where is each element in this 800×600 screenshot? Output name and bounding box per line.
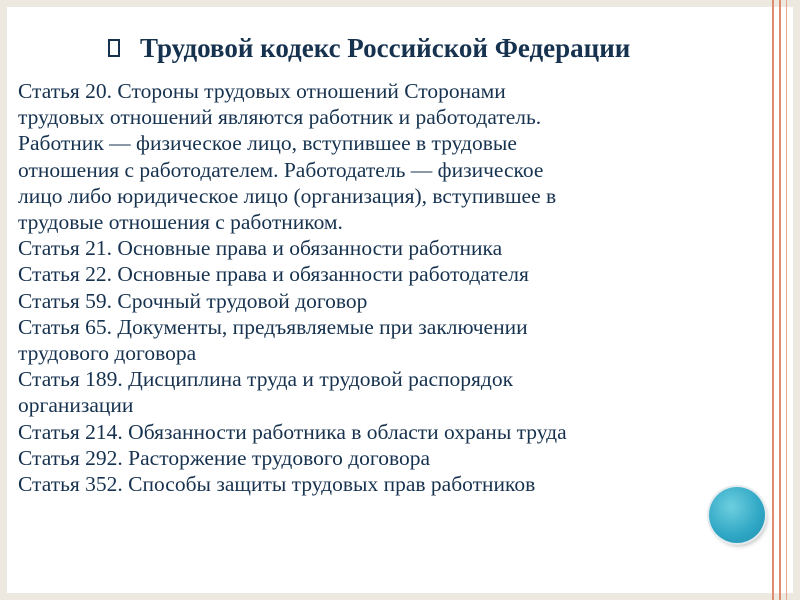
decorative-circle	[709, 487, 765, 543]
body-line: Статья 59. Срочный трудовой договор	[18, 288, 368, 313]
body-line: Статья 189. Дисциплина труда и трудовой распорядок	[18, 367, 514, 392]
body-line: трудовых отношений являются работник и работодатель.	[18, 105, 542, 130]
decorative-stripe	[772, 0, 774, 600]
body-line: Статья 352. Способы защиты трудовых прав работников	[18, 472, 536, 497]
body-line: трудового договора	[18, 341, 197, 366]
body-line: Статья 20. Стороны трудовых отношений Сторонами	[18, 79, 506, 103]
body-line: Статья 65. Документы, предъявляемые при заключении	[18, 314, 528, 339]
title-row	[108, 28, 630, 68]
body-line: трудовые отношения с работником.	[18, 210, 343, 235]
decorative-stripe	[786, 0, 787, 600]
body-line: Статья 214. Обязанности работника в области охраны труда	[18, 419, 567, 444]
slide-title: Трудовой кодекс Российской Федерации	[140, 32, 631, 63]
body-line: Статья 22. Основные права и обязанности работодателя	[18, 262, 529, 287]
decorative-stripe	[779, 0, 781, 600]
body-line: лицо либо юридическое лицо (организация), вступившее в	[18, 183, 557, 208]
body-line: отношения с работодателем. Работодатель — физическое	[18, 157, 544, 182]
slide-body	[18, 78, 758, 497]
body-line: Статья 21. Основные права и обязанности работника	[18, 236, 503, 261]
body-line: Работник — физическое лицо, вступившее в трудовые	[18, 131, 517, 156]
body-line: Статья 292. Расторжение трудового договора	[18, 445, 431, 470]
body-line: организации	[18, 393, 134, 418]
square-bullet-icon	[108, 39, 120, 57]
